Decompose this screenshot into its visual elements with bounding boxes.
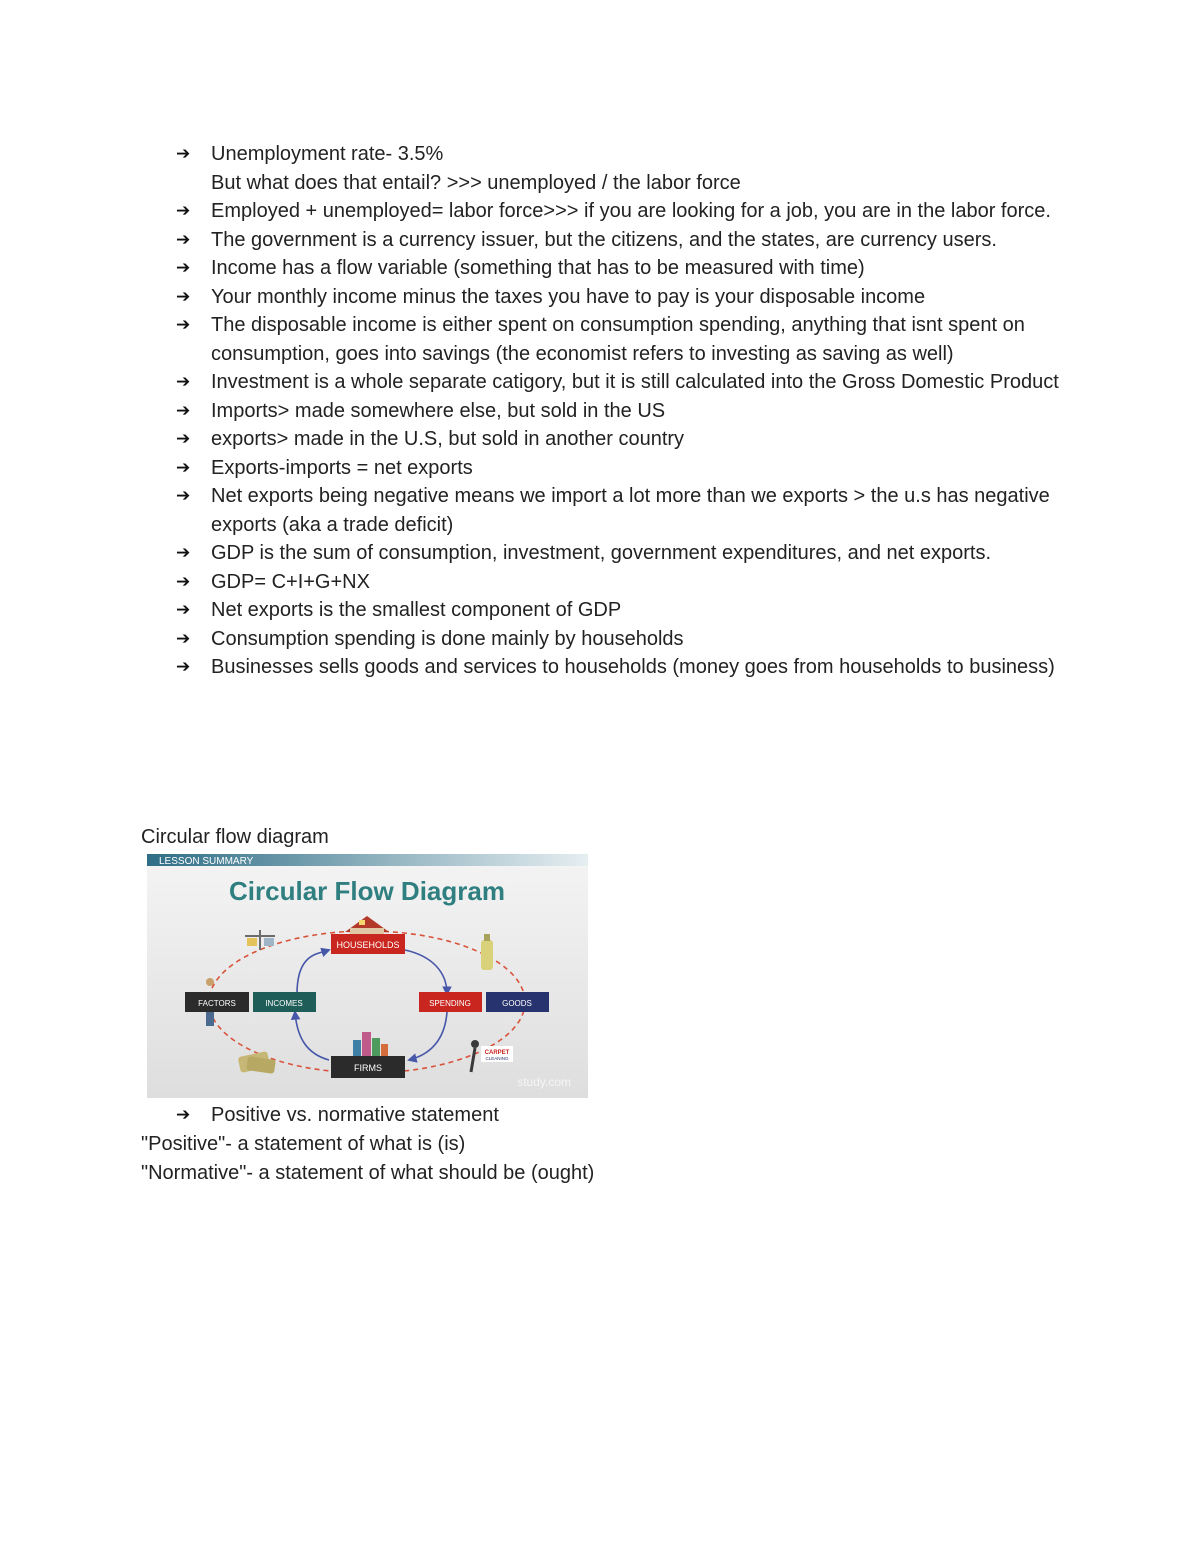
bullet-text: Net exports being negative means we import a lot more than we exports > the u.s has negative exports (aka a trade deficit) [211,485,1050,536]
arrow-bullet-icon: ➔ [176,400,191,421]
firms-label: FIRMS [354,1063,382,1073]
bullet-businesses [176,653,1076,682]
arrow-bullet-icon: ➔ [176,315,191,335]
bullet-income-flow [176,254,1076,283]
bullet-continuation: But what does that entail? >>> unemployed / the labor force [211,171,741,194]
notes-bullet-list [176,140,1076,682]
bullet-exports [176,425,1076,454]
positive-definition: "Positive"- a statement of what is (is) [141,1133,466,1155]
arrow-bullet-icon: ➔ [176,1105,191,1125]
study-watermark: study.com [517,1075,571,1089]
normative-definition: "Normative"- a statement of what should be (ought) [141,1162,595,1184]
bullet-text: Investment is a whole separate catigory, but it is still calculated into the Gross Domestic Product [211,371,1059,393]
bullet-gdp-formula [176,568,1076,597]
bullet-net-exports [176,454,1076,483]
bullet-consumption-savings [176,311,1076,368]
bullet-disposable-income [176,283,1076,312]
arrow-bullet-icon: ➔ [176,372,191,392]
households-label: HOUSEHOLDS [336,940,400,950]
arrow-bullet-icon: ➔ [176,144,191,164]
bullet-text: Imports> made somewhere else, but sold in the US [211,399,666,422]
lesson-summary-label: LESSON SUMMARY [159,856,254,867]
bullet-labor-force [176,197,1076,226]
bullet-text: Businesses sells goods and services to households (money goes from households to business) [211,656,1055,678]
bullet-text: Exports-imports = net exports [211,456,473,479]
spending-label: SPENDING [429,999,471,1008]
arrow-bullet-icon: ➔ [176,571,191,592]
bullet-text: GDP= C+I+G+NX [211,570,370,593]
bullet-text: Employed + unemployed= labor force>>> if you are looking for a job, you are in the labor force. [211,200,1051,222]
bullet-text: Net exports is the smallest component of GDP [211,599,622,621]
arrow-bullet-icon: ➔ [176,543,191,563]
bullet-currency [176,226,1076,255]
figure-title: Circular Flow Diagram [229,876,505,906]
bullet-households [176,625,1076,654]
bullet-text: Positive vs. normative statement [211,1104,499,1126]
arrow-bullet-icon: ➔ [176,600,191,620]
factors-label: FACTORS [198,999,236,1008]
bullet-text: GDP is the sum of consumption, investment, government expenditures, and net exports. [211,542,992,564]
carpet-sign-line2: CLEANING [485,1056,509,1061]
goods-label: GOODS [502,999,532,1008]
bullet-text: exports> made in the U.S, but sold in another country [211,428,685,450]
arrow-bullet-icon: ➔ [176,201,191,221]
circular-flow-diagram [147,854,588,1098]
bullet-smallest-component [176,596,1076,625]
bullet-text: The government is a currency issuer, but the citizens, and the states, are currency users. [211,228,997,251]
bullet-text: Unemployment rate- 3.5% [211,143,444,165]
bullet-trade-deficit [176,482,1076,539]
diagram-heading: Circular flow diagram [141,826,329,848]
incomes-label: INCOMES [265,999,303,1008]
arrow-bullet-icon: ➔ [176,628,191,649]
bullet-text: Your monthly income minus the taxes you have to pay is your disposable income [211,285,926,308]
bullet-investment [176,368,1076,397]
bullet-unemployment-rate [176,140,1076,197]
carpet-sign-line1: CARPET [484,1050,510,1056]
arrow-bullet-icon: ➔ [176,258,191,278]
bullet-gdp-sum [176,539,1076,568]
arrow-bullet-icon: ➔ [176,486,191,506]
arrow-bullet-icon: ➔ [176,229,191,250]
bullet-positive-normative [176,1101,1076,1130]
bullet-text: Income has a flow variable (something that has to be measured with time) [211,257,865,279]
arrow-bullet-icon: ➔ [176,457,191,478]
arrow-bullet-icon: ➔ [176,657,191,677]
bullet-text: The disposable income is either spent on consumption spending, anything that isnt spent on consumption, goes into savings (the economist refers to investing as saving as well) [211,314,1025,365]
arrow-bullet-icon: ➔ [176,429,191,449]
bullet-imports [176,397,1076,426]
bullet-text: Consumption spending is done mainly by households [211,627,684,650]
circular-flow-figure [147,854,588,1098]
arrow-bullet-icon: ➔ [176,286,191,307]
